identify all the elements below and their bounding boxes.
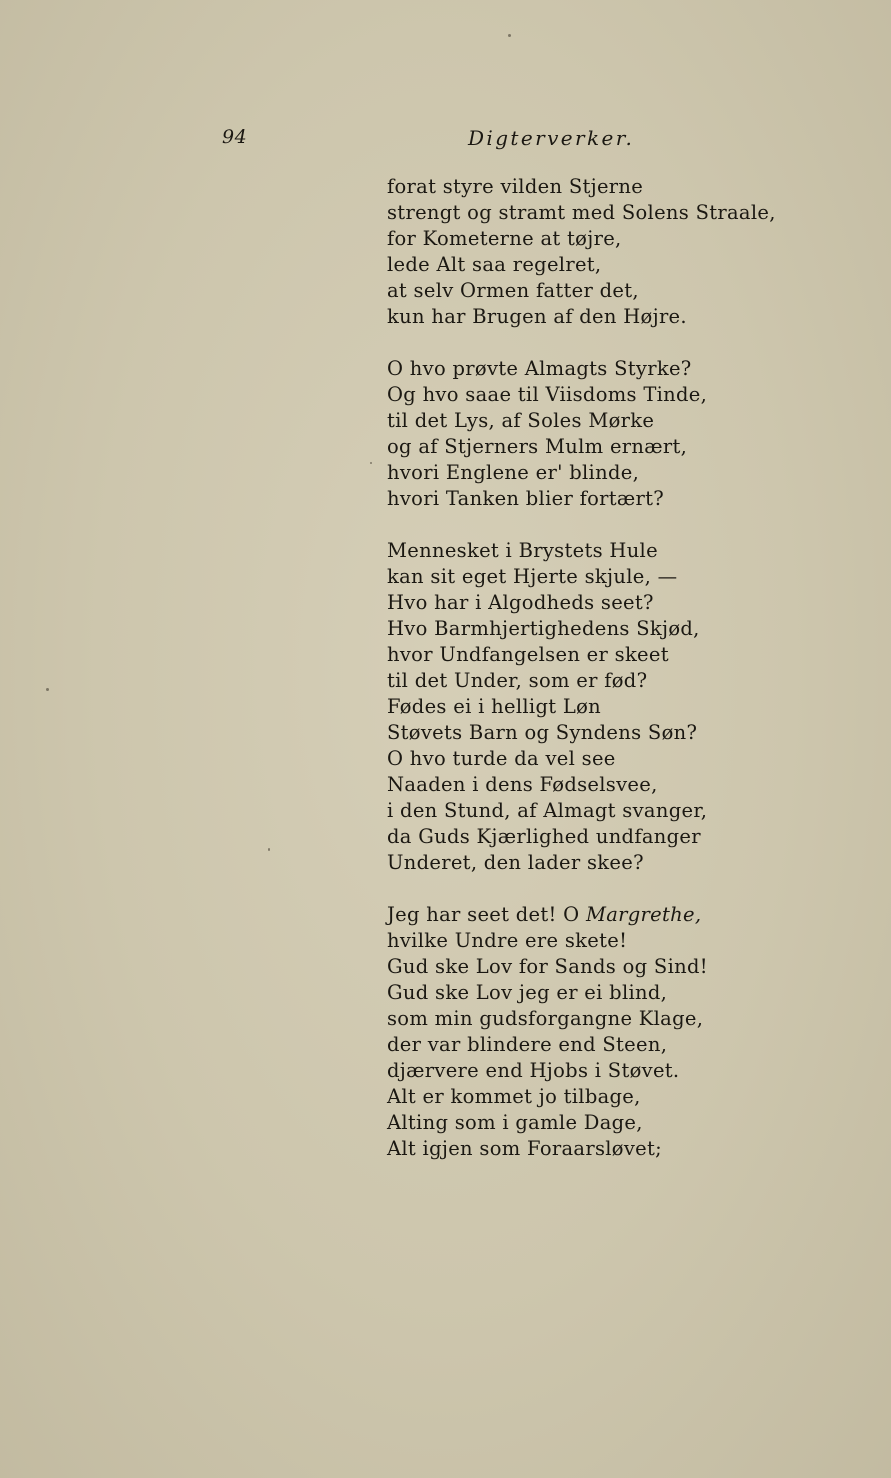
poem-line: Fødes ei i helligt Løn	[387, 695, 602, 718]
poem-line: og af Stjerners Mulm ernært,	[387, 435, 688, 458]
poem-line	[387, 902, 867, 928]
poem-line: der var blindere end Steen,	[387, 1033, 668, 1056]
poem-line: i den Stund, af Almagt svanger,	[387, 799, 708, 822]
poem-line: Mennesket i Brystets Hule	[387, 539, 658, 562]
paper-speck	[46, 688, 49, 691]
paper-speck	[370, 462, 372, 464]
poem-line: Og hvo saae til Viisdoms Tinde,	[387, 383, 708, 406]
italic-name: Margrethe,	[585, 903, 702, 926]
poem-line: som min gudsforgangne Klage,	[387, 1007, 704, 1030]
poem-line: Gud ske Lov for Sands og Sind!	[387, 955, 708, 978]
poem-line: Gud ske Lov jeg er ei blind,	[387, 981, 668, 1004]
poem-line: Støvets Barn og Syndens Søn?	[387, 721, 698, 744]
poem-text	[387, 174, 867, 1162]
page-number: 94	[222, 126, 248, 148]
poem-line: kun har Brugen af den Højre.	[387, 305, 687, 328]
poem-line: hvor Undfangelsen er skeet	[387, 643, 669, 666]
poem-line: for Kometerne at tøjre,	[387, 227, 622, 250]
poem-line: hvilke Undre ere skete!	[387, 929, 628, 952]
poem-line: til det Lys, af Soles Mørke	[387, 409, 655, 432]
poem-line-text: Jeg har seet det! O	[387, 903, 586, 926]
poem-line: hvori Tanken blier fortært?	[387, 487, 665, 510]
poem-line: at selv Ormen fatter det,	[387, 279, 639, 302]
poem-line: Hvo Barmhjertighedens Skjød,	[387, 617, 700, 640]
poem-line: forat styre vilden Stjerne	[387, 175, 644, 198]
poem-line: Underet, den lader skee?	[387, 851, 644, 874]
poem-line: Alt er kommet jo tilbage,	[387, 1085, 641, 1108]
running-title: Digterverker.	[468, 126, 635, 150]
stanza-3	[387, 538, 867, 876]
poem-line: da Guds Kjærlighed undfanger	[387, 825, 701, 848]
poem-line: lede Alt saa regelret,	[387, 253, 602, 276]
poem-line: strengt og stramt med Solens Straale,	[387, 201, 776, 224]
poem-line: Alt igjen som Foraarsløvet;	[387, 1137, 662, 1160]
stanza-2	[387, 356, 867, 512]
stanza-4	[387, 902, 867, 1162]
poem-line: Naaden i dens Fødselsvee,	[387, 773, 658, 796]
poem-line: hvori Englene er' blinde,	[387, 461, 640, 484]
paper-speck	[508, 34, 511, 37]
stanza-1	[387, 174, 867, 330]
poem-line: O hvo prøvte Almagts Styrke?	[387, 357, 692, 380]
poem-line: kan sit eget Hjerte skjule, —	[387, 565, 678, 588]
poem-line: djærvere end Hjobs i Støvet.	[387, 1059, 680, 1082]
paper-speck	[268, 848, 270, 851]
poem-line: O hvo turde da vel see	[387, 747, 616, 770]
poem-line: Alting som i gamle Dage,	[387, 1111, 643, 1134]
poem-line: Hvo har i Algodheds seet?	[387, 591, 654, 614]
poem-line: til det Under, som er fød?	[387, 669, 648, 692]
